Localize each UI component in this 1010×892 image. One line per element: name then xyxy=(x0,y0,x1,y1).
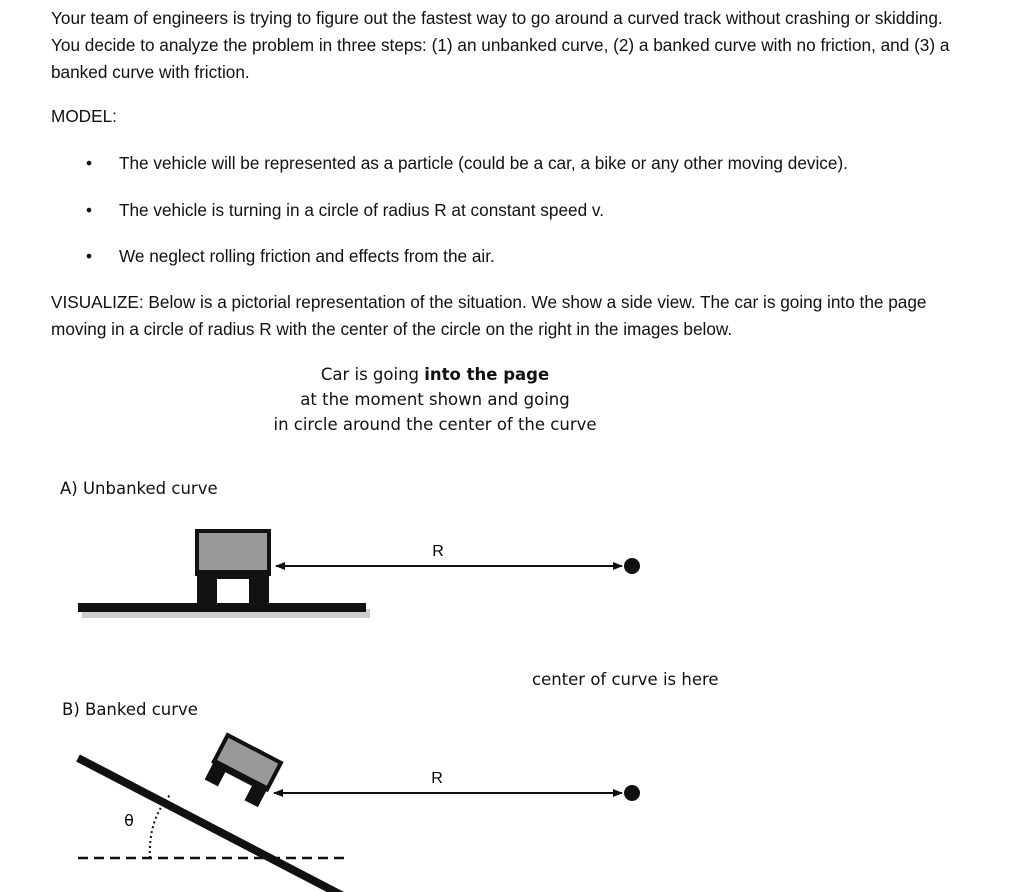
model-heading: MODEL: xyxy=(51,106,117,126)
road-a xyxy=(78,603,366,612)
caption-line-3: in circle around the center of the curve xyxy=(273,415,597,434)
radius-label-a: R xyxy=(432,543,444,560)
bullet-dot: • xyxy=(86,200,93,220)
diagram-b xyxy=(76,735,640,892)
center-point-a xyxy=(624,558,640,574)
bullet-text: We neglect rolling friction and effects from the air. xyxy=(119,246,495,266)
caption-emphasis: into the page xyxy=(424,365,550,384)
bullet-text: The vehicle will be represented as a particle (could be a car, a bike or any other moving device). xyxy=(119,153,848,173)
car-a xyxy=(197,531,269,605)
visualize-paragraph: VISUALIZE: Below is a pictorial representation of the situation. We show a side view. The car is going into the page moving in a circle of radius R with the center of the circle on the right in the images below. xyxy=(51,292,927,339)
center-point-b xyxy=(624,785,640,801)
caption-line-2: at the moment shown and going xyxy=(300,390,570,409)
caption-line-1: Car is going into the page xyxy=(320,365,550,384)
angle-label: θ xyxy=(124,811,134,830)
diagram-b-title: B) Banked curve xyxy=(62,700,198,719)
diagram-a xyxy=(78,531,640,618)
car-b xyxy=(205,735,281,807)
intro-paragraph: Your team of engineers is trying to figure out the fastest way to go around a curved track without crashing or skidding. You decide to analyze the problem in three steps: (1) an unbanked curve, (2) a banked curve with no friction, and (3) a banked curve with friction. xyxy=(51,8,950,82)
radius-label-b: R xyxy=(431,770,443,787)
bullet-text: The vehicle is turning in a circle of radius R at constant speed v. xyxy=(119,200,604,220)
center-note: center of curve is here xyxy=(532,670,719,689)
bullet-dot: • xyxy=(86,246,93,266)
bullet-dot: • xyxy=(86,153,93,173)
diagram-a-title: A) Unbanked curve xyxy=(60,479,218,498)
